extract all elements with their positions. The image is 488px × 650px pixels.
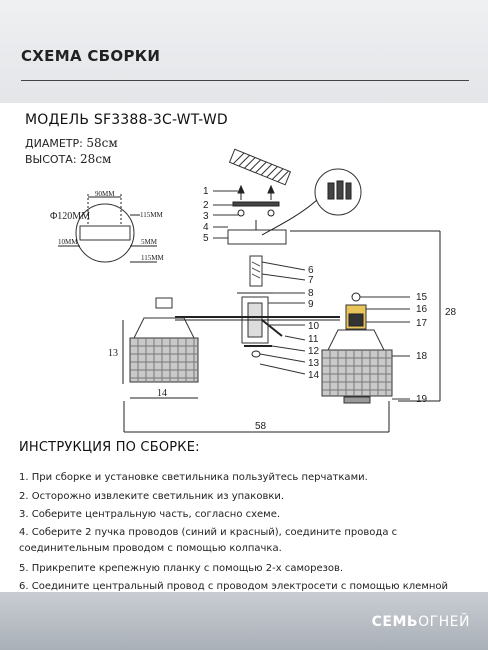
footer-band <box>0 592 488 650</box>
height-value: 28см <box>80 152 112 166</box>
step-6: 6. Соедините центральный провод с проводом электросети с помощью клемной <box>19 581 449 592</box>
dim-90-label: 90MM <box>95 190 115 198</box>
dim-58-label: 58 <box>255 421 267 432</box>
part-4: 4 <box>203 222 209 233</box>
dim-diameter-label: Φ120MM <box>50 211 91 222</box>
part-7: 7 <box>308 275 314 286</box>
step-2: 2. Осторожно извлеките светильник из упаковки. <box>19 490 285 502</box>
part-11: 11 <box>308 334 319 345</box>
part-3: 3 <box>203 211 209 222</box>
dim-115b-label: 115MM <box>141 254 164 262</box>
part-10: 10 <box>308 321 320 332</box>
instructions-title: ИНСТРУКЦИЯ ПО СБОРКЕ: <box>19 440 200 455</box>
part-14: 14 <box>308 370 320 381</box>
dim-14-label: 14 <box>157 388 167 399</box>
diameter-label: ДИАМЕТР: <box>25 137 83 150</box>
part-8: 8 <box>308 288 314 299</box>
overall-dimensions <box>124 231 457 432</box>
dim-5-label: 5MM <box>141 238 157 246</box>
part-5: 5 <box>203 233 209 244</box>
part-15: 15 <box>416 292 428 303</box>
part-6: 6 <box>308 265 314 276</box>
step-5: 5. Прикрепите крепежную планку с помощью 2-х саморезов. <box>19 562 344 574</box>
step-1: 1. При сборке и установке светильника пользуйтесь перчатками. <box>19 472 368 483</box>
part-17: 17 <box>416 318 428 329</box>
dim-115-label: 115MM <box>140 211 163 219</box>
ceiling-cup-detail <box>50 190 164 262</box>
dim-28-label: 28 <box>445 307 457 318</box>
part-1: 1 <box>203 186 209 197</box>
part-9: 9 <box>308 299 314 310</box>
page-title: СХЕМА СБОРКИ <box>21 47 161 65</box>
step-3: 3. Соберите центральную часть, согласно схеме. <box>19 509 281 520</box>
left-shade <box>108 298 198 399</box>
part-16: 16 <box>416 304 428 315</box>
part-18: 18 <box>416 351 428 362</box>
mounting-plate <box>80 226 130 240</box>
brand-light: ОГНЕЙ <box>418 614 470 630</box>
part-2: 2 <box>203 200 209 211</box>
step-4: 4. Соберите 2 пучка проводов (синий и красный), соедините провода с соединительным проводом с помощью колпачка. <box>19 526 398 554</box>
dim-10-label: 10MM <box>58 238 78 246</box>
model-label: МОДЕЛЬ SF3388-3C-WT-WD <box>25 112 228 128</box>
ceiling-hatch <box>230 149 291 184</box>
part-19: 19 <box>416 394 428 405</box>
height-label: ВЫСОТА: <box>25 153 77 166</box>
part-12: 12 <box>308 346 320 357</box>
part-numbers <box>203 186 428 405</box>
brand-logo <box>372 614 470 630</box>
diameter-value: 58см <box>86 136 118 150</box>
dim-13-label: 13 <box>108 348 118 359</box>
brand-bold: СЕМЬ <box>371 614 419 630</box>
part-13: 13 <box>308 358 320 369</box>
